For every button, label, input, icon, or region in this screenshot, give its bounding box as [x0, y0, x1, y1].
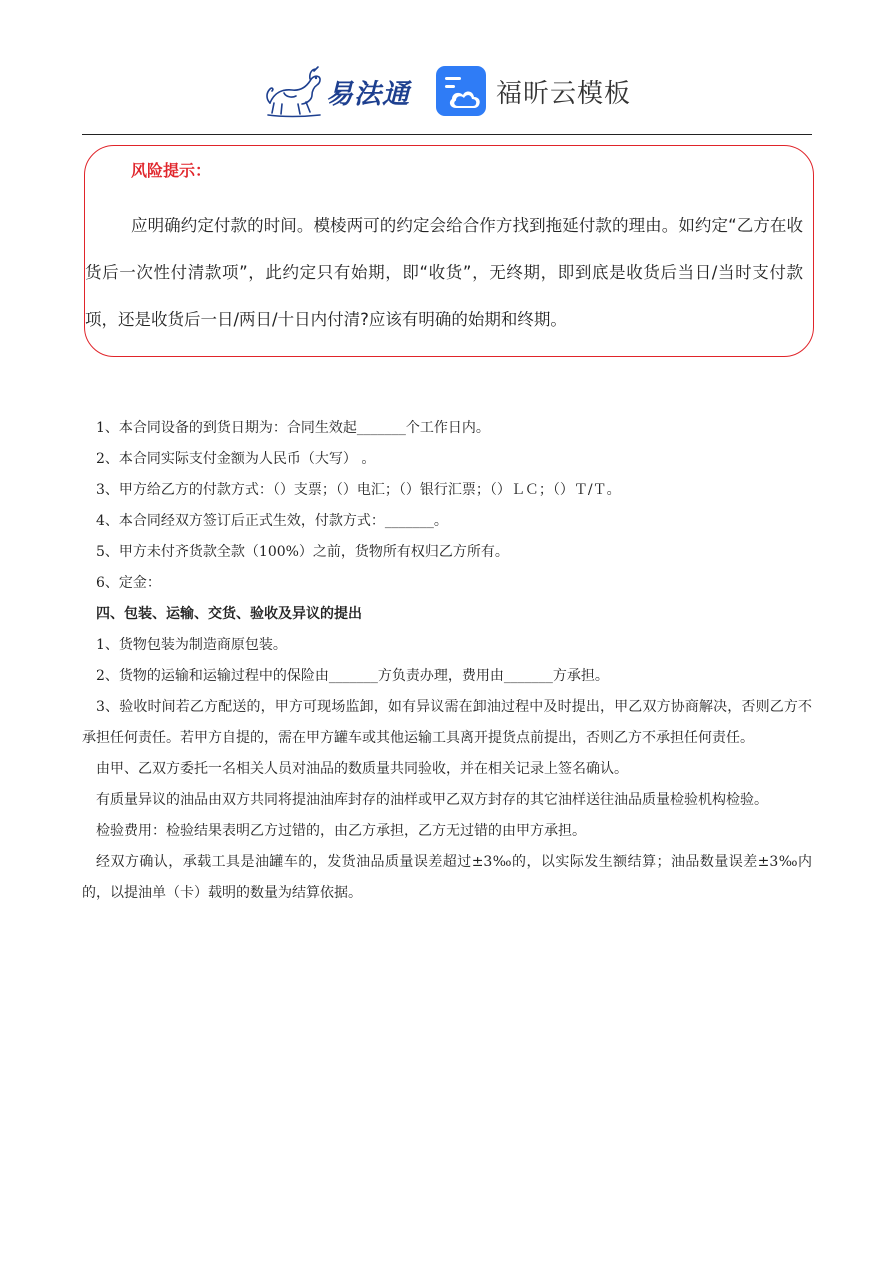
risk-warning-box	[84, 145, 814, 357]
clause-ownership: 5、甲方未付齐货款全款（100%）之前，货物所有权归乙方所有。	[96, 544, 509, 560]
section-heading: 四、包装、运输、交货、验收及异议的提出	[96, 606, 362, 622]
risk-text: 应明确约定付款的时间。模棱两可的约定会给合作方找到拖延付款的理由。如约定“乙方在收货后一次性付清款项”，此约定只有始期，即“收货”，无终期，即到底是收货后当日/当时支付款项，还是收货后一日/两日/十日内付清?应该有明确的始期和终期。	[85, 216, 803, 329]
clause-inspection: 3、验收时间若乙方配送的，甲方可现场监卸，如有异议需在卸油过程中及时提出，甲乙双方协商解决，否则乙方不承担任何责任。若甲方自提的，需在甲方罐车或其他运输工具离开提货点前提出，否则乙方不承担任何责任。	[82, 699, 812, 746]
clause-payment-amount: 2、本合同实际支付金额为人民币（大写） 。	[96, 451, 376, 467]
logo2-name: 福昕云模板	[496, 78, 632, 109]
page-header	[0, 58, 893, 128]
yifatong-logo	[262, 62, 410, 120]
risk-title: 风险提示：	[131, 161, 212, 180]
logo1-name: 易法通	[326, 78, 410, 110]
foxit-cloud-app-icon	[436, 66, 486, 116]
clause-quality-objection: 有质量异议的油品由双方共同将提油油库封存的油样或甲乙双方封存的其它油样送往油品质量检验机构检验。	[96, 792, 768, 808]
qilin-logo-icon	[262, 63, 324, 119]
clause-settlement: 经双方确认，承载工具是油罐车的，发货油品质量误差超过±3‰的，以实际发生额结算；油品数量误差±3‰内的，以提油单（卡）载明的数量为结算依据。	[82, 854, 812, 901]
clause-payment-method: 3、甲方给乙方的付款方式：（）支票；（）电汇；（）银行汇票；（）ＬＣ；（）Ｔ/Ｔ。	[96, 482, 621, 498]
clause-transport: 2、货物的运输和运输过程中的保险由_______方负责办理，费用由_______方承担。	[96, 668, 609, 684]
clause-delivery-date: 1、本合同设备的到货日期为：合同生效起_______个工作日内。	[96, 420, 490, 436]
clause-deposit: 6、定金：	[96, 575, 161, 591]
foxit-template-logo	[436, 64, 631, 118]
contract-body	[82, 413, 812, 909]
clause-effective: 4、本合同经双方签订后正式生效，付款方式：_______。	[96, 513, 448, 529]
clause-inspection-fee: 检验费用：检验结果表明乙方过错的，由乙方承担，乙方无过错的由甲方承担。	[96, 823, 586, 839]
clause-packaging: 1、货物包装为制造商原包装。	[96, 637, 287, 653]
header-divider	[82, 134, 812, 135]
clause-joint-acceptance: 由甲、乙双方委托一名相关人员对油品的数质量共同验收，并在相关记录上签名确认。	[96, 761, 628, 777]
